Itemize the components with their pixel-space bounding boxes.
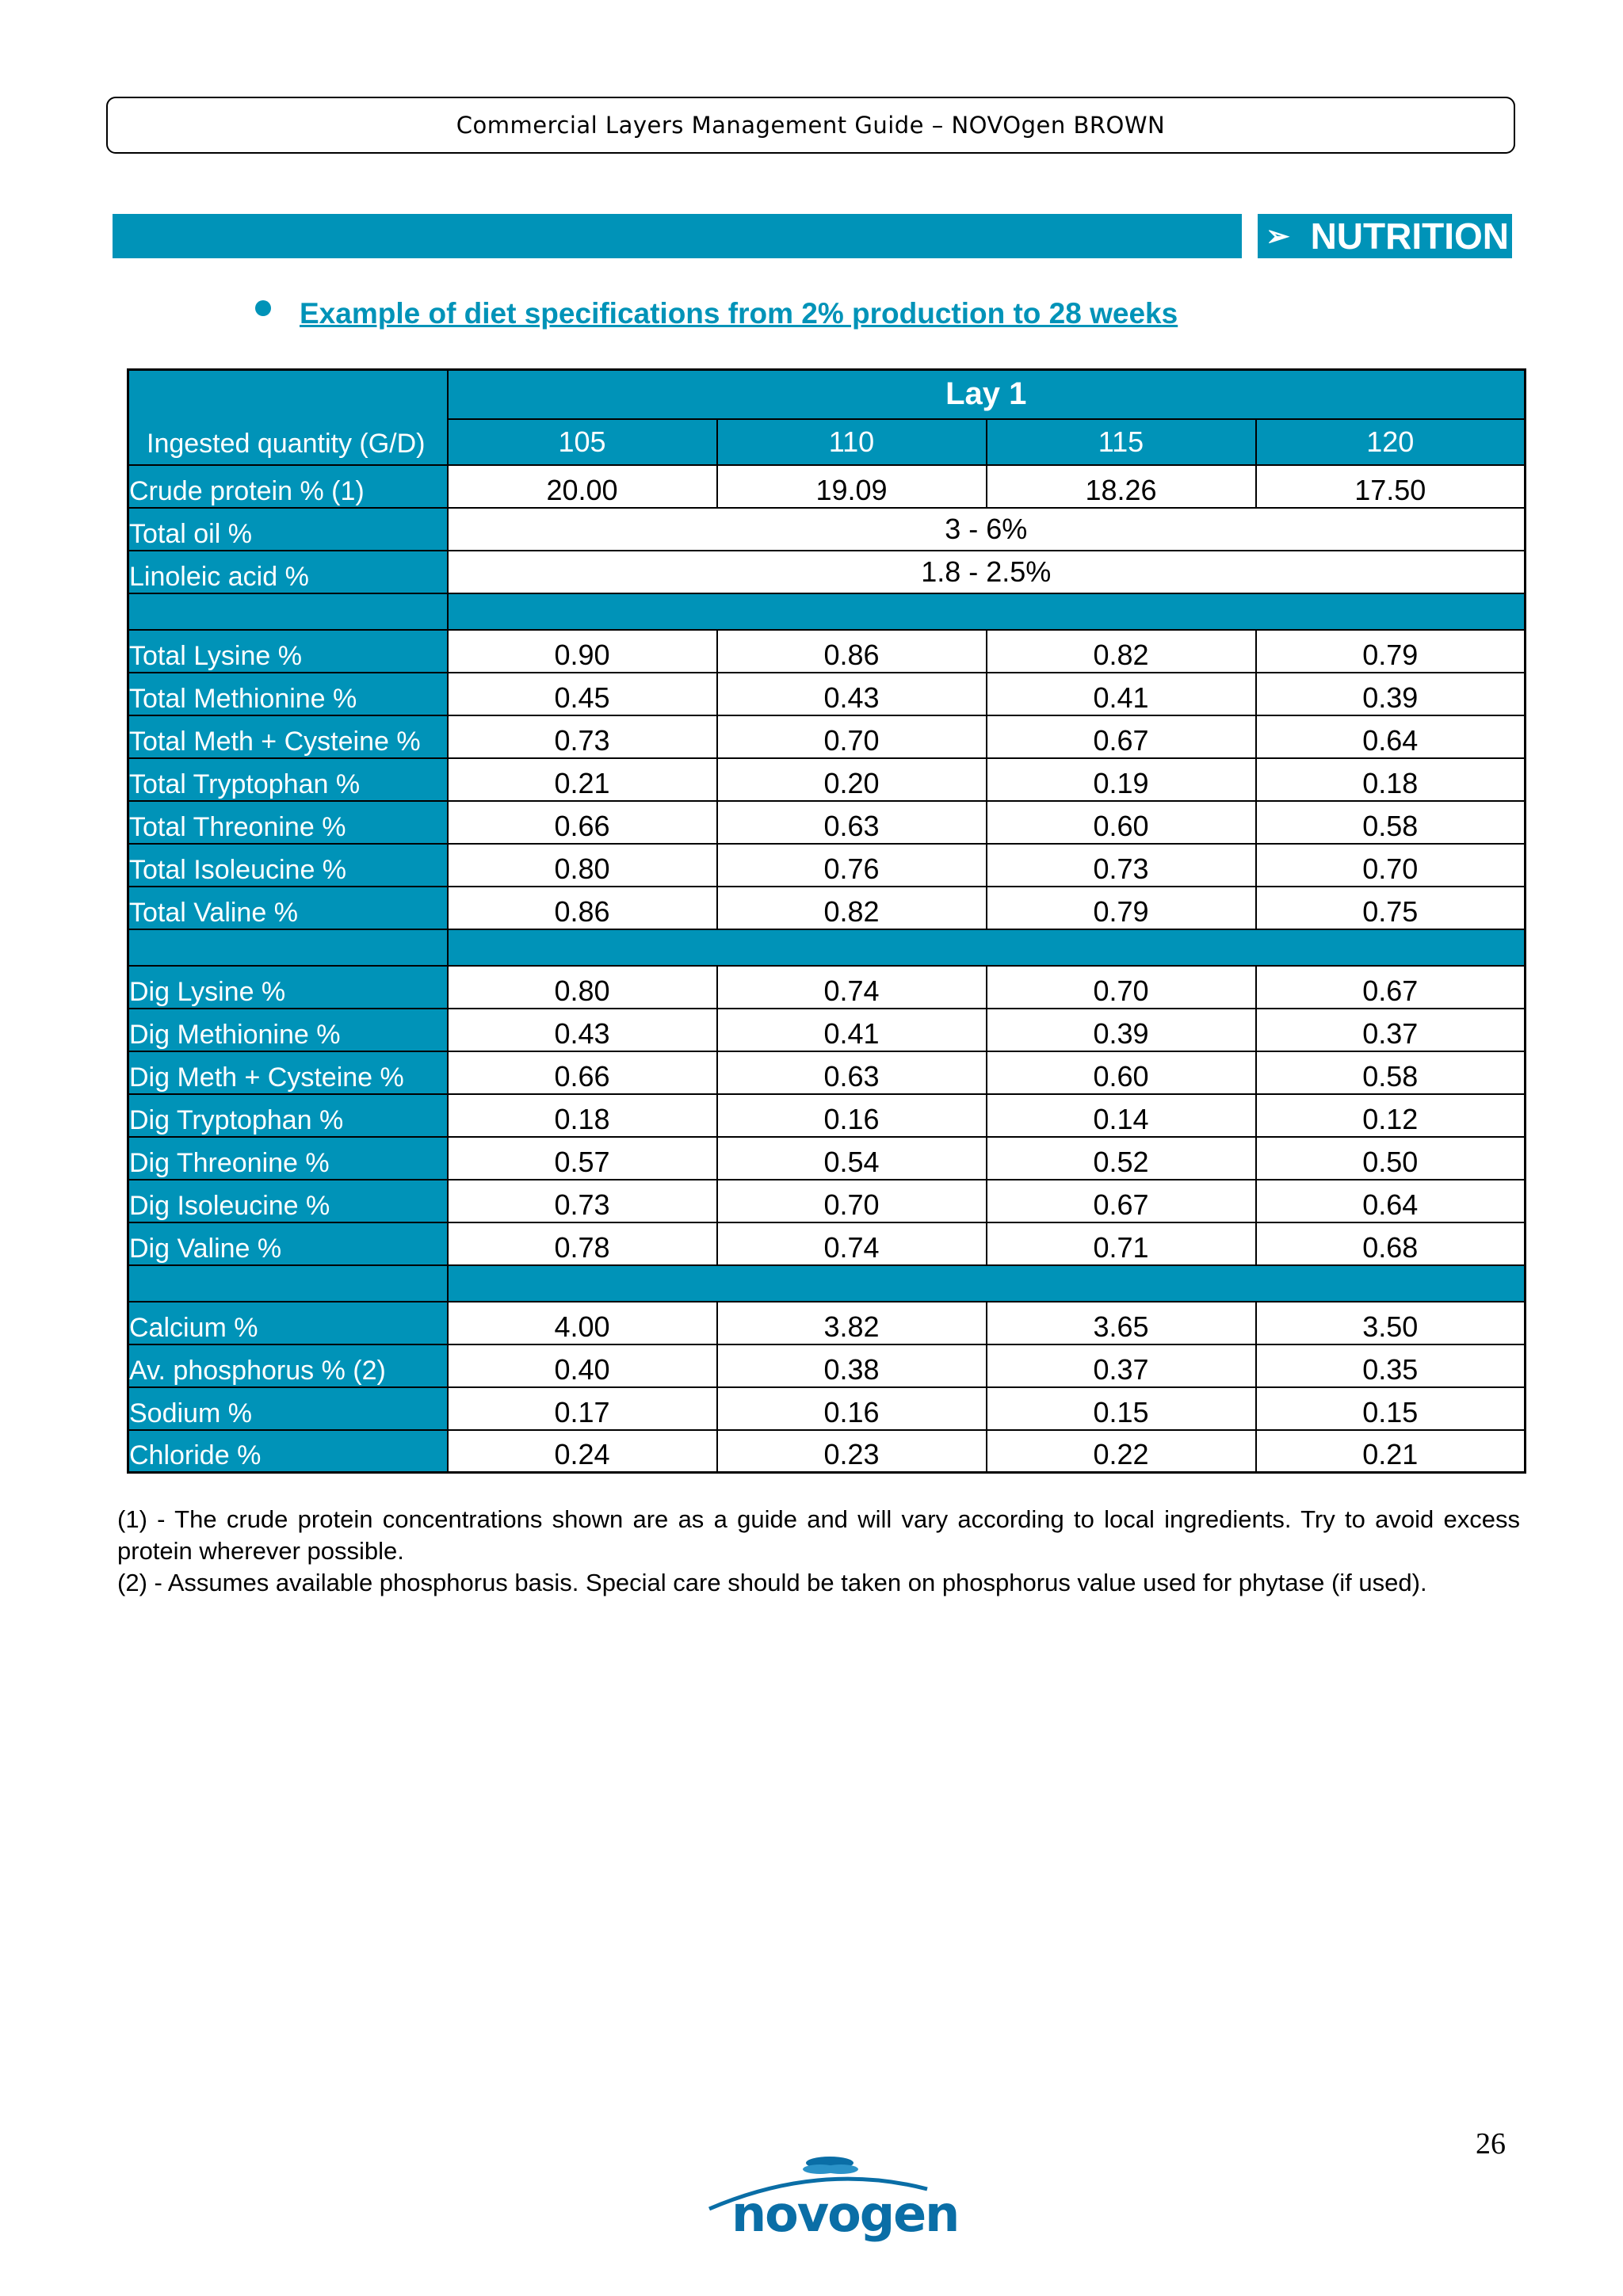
- table-cell: 0.16: [717, 1094, 987, 1137]
- table-cell: 0.82: [987, 630, 1256, 673]
- table-row: [128, 1387, 1526, 1430]
- table-row: [128, 887, 1526, 929]
- table-row: [128, 1430, 1526, 1473]
- table-cell: 0.82: [717, 887, 987, 929]
- table-cell: 3.82: [717, 1302, 987, 1344]
- table-cell: 0.78: [448, 1222, 717, 1265]
- row-label: Dig Tryptophan %: [128, 1094, 448, 1137]
- table-cell: 0.74: [717, 1222, 987, 1265]
- table-cell: 0.19: [987, 758, 1256, 801]
- table-row: [128, 844, 1526, 887]
- table-cell: 0.75: [1256, 887, 1526, 929]
- group-header: Lay 1: [448, 370, 1526, 419]
- table-cell: 0.64: [1256, 715, 1526, 758]
- table-cell: 0.20: [717, 758, 987, 801]
- table-cell: 19.09: [717, 465, 987, 508]
- table-cell: 0.90: [448, 630, 717, 673]
- table-cell: 0.80: [448, 844, 717, 887]
- table-cell: 4.00: [448, 1302, 717, 1344]
- merged-cell: 3 - 6%: [448, 508, 1526, 551]
- row-label: Total Lysine %: [128, 630, 448, 673]
- novogen-logo: [701, 2153, 959, 2243]
- table-cell: 0.35: [1256, 1344, 1526, 1387]
- table-cell: 0.17: [448, 1387, 717, 1430]
- table-cell: 0.73: [987, 844, 1256, 887]
- table-cell: 0.39: [987, 1009, 1256, 1051]
- diet-spec-table: [127, 368, 1526, 1474]
- footnotes: [117, 1504, 1520, 1599]
- table-cell: 3.65: [987, 1302, 1256, 1344]
- table-cell: 3.50: [1256, 1302, 1526, 1344]
- document-header: [106, 97, 1515, 154]
- table-cell: 0.57: [448, 1137, 717, 1180]
- table-cell: 0.60: [987, 801, 1256, 844]
- table-cell: 0.70: [1256, 844, 1526, 887]
- bullet-icon: [255, 300, 271, 316]
- table-cell: 0.54: [717, 1137, 987, 1180]
- row-label: Total Isoleucine %: [128, 844, 448, 887]
- row-label: Calcium %: [128, 1302, 448, 1344]
- table-cell: 0.58: [1256, 1051, 1526, 1094]
- subheading-text: Example of diet specifications from 2% production to 28 weeks: [300, 297, 1178, 330]
- table-cell: 0.37: [1256, 1009, 1526, 1051]
- table-cell: 0.66: [448, 801, 717, 844]
- table-cell: 0.37: [987, 1344, 1256, 1387]
- row-label: Av. phosphorus % (2): [128, 1344, 448, 1387]
- table-group-header-row: [128, 370, 1526, 419]
- table-row: [128, 551, 1526, 593]
- table-cell: 0.14: [987, 1094, 1256, 1137]
- row-label: Total Tryptophan %: [128, 758, 448, 801]
- table-cell: 0.66: [448, 1051, 717, 1094]
- page-number: 26: [1476, 2127, 1506, 2161]
- header-title: Commercial Layers Management Guide – NOVOgen BROWN: [456, 112, 1166, 139]
- arrow-bullet-icon: ➢: [1266, 219, 1290, 252]
- separator-cell: [448, 593, 1526, 630]
- column-header: 110: [717, 419, 987, 465]
- table-cell: 0.73: [448, 1180, 717, 1222]
- table-cell: 0.63: [717, 801, 987, 844]
- separator-cell: [128, 593, 448, 630]
- table-cell: 0.12: [1256, 1094, 1526, 1137]
- column-header: 105: [448, 419, 717, 465]
- separator-row: [128, 593, 1526, 630]
- row-label: Total Methionine %: [128, 673, 448, 715]
- table-cell: 0.76: [717, 844, 987, 887]
- table-row: [128, 1137, 1526, 1180]
- table-cell: 0.39: [1256, 673, 1526, 715]
- table-cell: 0.67: [987, 1180, 1256, 1222]
- row-label: Dig Valine %: [128, 1222, 448, 1265]
- table-cell: 0.16: [717, 1387, 987, 1430]
- row-header-label: Ingested quantity (G/D): [128, 370, 448, 465]
- table-cell: 0.58: [1256, 801, 1526, 844]
- table-cell: 0.73: [448, 715, 717, 758]
- row-label: Dig Threonine %: [128, 1137, 448, 1180]
- row-label: Linoleic acid %: [128, 551, 448, 593]
- table-cell: 0.74: [717, 966, 987, 1009]
- column-header: 115: [987, 419, 1256, 465]
- table-cell: 0.80: [448, 966, 717, 1009]
- table-cell: 0.71: [987, 1222, 1256, 1265]
- row-label: Total oil %: [128, 508, 448, 551]
- table-row: [128, 1344, 1526, 1387]
- table-cell: 0.21: [448, 758, 717, 801]
- table-cell: 0.21: [1256, 1430, 1526, 1473]
- table-row: [128, 1009, 1526, 1051]
- table-cell: 0.15: [987, 1387, 1256, 1430]
- separator-cell: [128, 929, 448, 966]
- table-row: [128, 673, 1526, 715]
- table-cell: 0.70: [717, 715, 987, 758]
- table-cell: 0.15: [1256, 1387, 1526, 1430]
- table-cell: 0.86: [448, 887, 717, 929]
- table-cell: 0.52: [987, 1137, 1256, 1180]
- table-cell: 0.63: [717, 1051, 987, 1094]
- table-row: [128, 758, 1526, 801]
- row-label: Dig Methionine %: [128, 1009, 448, 1051]
- table-cell: 0.70: [717, 1180, 987, 1222]
- row-label: Dig Meth + Cysteine %: [128, 1051, 448, 1094]
- table-cell: 0.43: [717, 673, 987, 715]
- row-label: Dig Lysine %: [128, 966, 448, 1009]
- separator-row: [128, 929, 1526, 966]
- table-cell: 0.60: [987, 1051, 1256, 1094]
- table-cell: 0.79: [1256, 630, 1526, 673]
- table-cell: 0.45: [448, 673, 717, 715]
- separator-cell: [448, 929, 1526, 966]
- section-title: NUTRITION: [1310, 215, 1509, 257]
- table-cell: 0.79: [987, 887, 1256, 929]
- table-row: [128, 715, 1526, 758]
- footnote: (2) - Assumes available phosphorus basis. Special care should be taken on phosphorus value used for phytase (if used).: [117, 1569, 1427, 1596]
- logo-text: novogen: [731, 2185, 959, 2243]
- table-cell: 0.23: [717, 1430, 987, 1473]
- table-cell: 0.38: [717, 1344, 987, 1387]
- table-cell: 17.50: [1256, 465, 1526, 508]
- table-cell: 0.41: [987, 673, 1256, 715]
- table-cell: 0.18: [1256, 758, 1526, 801]
- table-row: [128, 966, 1526, 1009]
- merged-cell: 1.8 - 2.5%: [448, 551, 1526, 593]
- section-heading: [1242, 214, 1517, 258]
- table-row: [128, 1222, 1526, 1265]
- table-row: [128, 1051, 1526, 1094]
- separator-cell: [128, 1265, 448, 1302]
- table-cell: 0.67: [1256, 966, 1526, 1009]
- table-cell: 0.18: [448, 1094, 717, 1137]
- table-row: [128, 508, 1526, 551]
- row-label: Total Threonine %: [128, 801, 448, 844]
- row-label: Sodium %: [128, 1387, 448, 1430]
- table-cell: 0.50: [1256, 1137, 1526, 1180]
- table-cell: 0.64: [1256, 1180, 1526, 1222]
- row-label: Dig Isoleucine %: [128, 1180, 448, 1222]
- table-row: [128, 1180, 1526, 1222]
- table-row: [128, 1094, 1526, 1137]
- table-cell: 0.24: [448, 1430, 717, 1473]
- table-row: [128, 630, 1526, 673]
- table-row: [128, 1302, 1526, 1344]
- table-cell: 0.67: [987, 715, 1256, 758]
- table-cell: 0.86: [717, 630, 987, 673]
- row-label: Crude protein % (1): [128, 465, 448, 508]
- row-label: Total Valine %: [128, 887, 448, 929]
- row-label: Chloride %: [128, 1430, 448, 1473]
- separator-row: [128, 1265, 1526, 1302]
- footnote: (1) - The crude protein concentrations shown are as a guide and will vary according to local ingredients. Try to avoid excess protein wherever possible.: [117, 1505, 1520, 1565]
- table-cell: 0.40: [448, 1344, 717, 1387]
- section-bar: [113, 214, 1517, 258]
- table-cell: 0.70: [987, 966, 1256, 1009]
- table-cell: 0.68: [1256, 1222, 1526, 1265]
- table-row: [128, 465, 1526, 508]
- column-header: 120: [1256, 419, 1526, 465]
- subheading: [255, 297, 1178, 330]
- table-cell: 20.00: [448, 465, 717, 508]
- separator-cell: [448, 1265, 1526, 1302]
- row-label: Total Meth + Cysteine %: [128, 715, 448, 758]
- table-cell: 0.41: [717, 1009, 987, 1051]
- table-row: [128, 801, 1526, 844]
- table-cell: 0.22: [987, 1430, 1256, 1473]
- table-cell: 18.26: [987, 465, 1256, 508]
- table-cell: 0.43: [448, 1009, 717, 1051]
